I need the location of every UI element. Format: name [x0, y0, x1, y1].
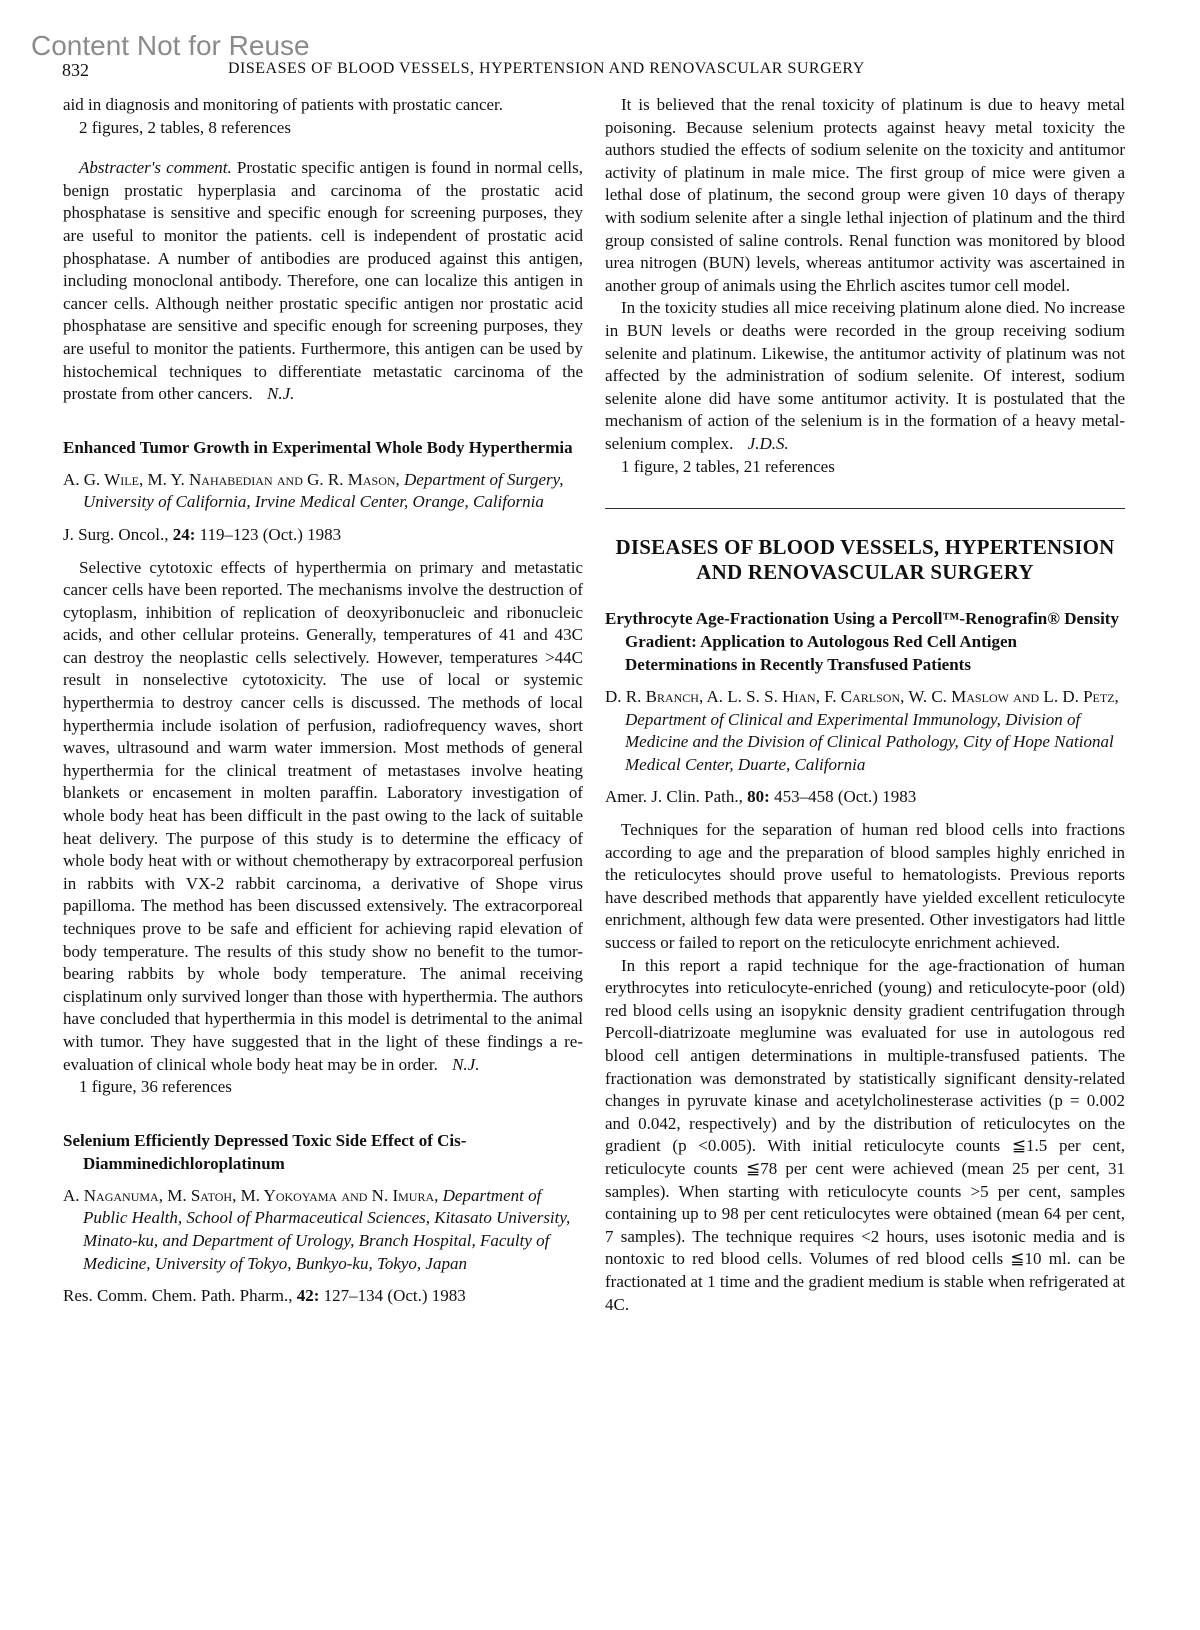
journal-volume: 24:: [172, 524, 196, 544]
article-citation: [605, 786, 1125, 809]
previous-references: 2 figures, 2 tables, 8 references: [79, 117, 291, 137]
comment-initials: N.J.: [267, 384, 295, 404]
author-names: A. Naganuma, M. Satoh, M. Yokoyama and N. Imura,: [63, 1185, 439, 1205]
abstracter-comment: [63, 157, 583, 406]
abstract-initials: N.J.: [452, 1054, 480, 1074]
author-affiliation: Department of Clinical and Experimental Immunology, Division of Medicine and the Division of Clinical Pathology, City of Hope National Medical Center, Duarte, California: [625, 709, 1114, 774]
author-names: A. G. Wile, M. Y. Nahabedian and G. R. Mason,: [63, 469, 400, 489]
article-references: 1 figure, 2 tables, 21 references: [621, 456, 835, 476]
article-references: 1 figure, 36 references: [79, 1077, 232, 1097]
journal-pages: 119–123 (Oct.) 1983: [199, 524, 342, 544]
journal-volume: 42:: [296, 1286, 320, 1306]
article-title: Enhanced Tumor Growth in Experimental Whole Body Hyperthermia: [63, 437, 573, 457]
comment-text: Prostatic specific antigen is found in normal cells, benign prostatic hyperplasia and carcinoma of the prostatic acid phosphatase is sensitive and specific enough for screening purposes, they are useful to monitor the patients. cell is independent of prostatic acid phosphatase. A number of antibodies are produced against this antigen, including monoclonal antibody. Therefore, one can localize this antigen in cancer cells. Although neither prostatic specific antigen nor prostatic acid phosphatase are sensitive and specific enough for screening purposes, they are useful to monitor the patients. Furthermore, this antigen can be used by histochemical techniques to differentiate metastatic carcinoma of the prostate from other cancers.: [63, 158, 584, 404]
abstract-paragraph: In this report a rapid technique for the age-fractionation of human erythrocytes into reticulocyte-enriched (young) and reticulocyte-poor (old) red blood cells using an isopyknic density gradient centrifugation through Percoll-diatrizoate meglumine was evaluated for use in autologous red blood cell antigen determinations in multiple-transfused patients. The fractionation was demonstrated by statistically significant density-related changes in pyruvate kinase and acetylcholinesterase activities (p = 0.002 and 0.042, respectively) and by the distribution of reticulocytes on the gradient (p <0.005). With initial reticulocyte counts ≦1.5 per cent, reticulocyte counts ≦78 per cent were achieved (mean 25 per cent, 31 samples). When starting with reticulocyte counts >5 per cent, samples containing up to 98 per cent reticulocytes were obtained (mean 64 per cent, 7 samples). The technique requires <2 hours, uses isotonic media and is nontoxic to red blood cells. Volumes of red blood cells ≦10 ml. can be fractionated at 1 time and the gradient medium is stable when refrigerated at 4C.: [605, 955, 1125, 1314]
abstract-paragraph: [605, 297, 1125, 455]
watermark: Content Not for Reuse: [31, 30, 310, 61]
journal-pages: 453–458 (Oct.) 1983: [774, 787, 917, 807]
abstract-paragraph: Techniques for the separation of human red blood cells into fractions according to age and the preparation of blood samples highly enriched in the reticulocytes should prove useful to hematologists. Previous reports have described methods that apparently have yielded excellent reticulocyte enrichment, although few data were presented. Other investigators had little success or failed to report on the reticulocyte enrichment achieved.: [605, 820, 1125, 953]
section-title: DISEASES OF BLOOD VESSELS, HYPERTENSION AND RENOVASCULAR SURGERY: [615, 535, 1115, 585]
author-affiliation: Department of Public Health, School of Pharmaceutical Sciences, Kitasato University, Minato-ku, and Department of Urology, Branch Hospital, Faculty of Medicine, University of Tokyo, Bunkyo-ku, Tokyo, Japan: [83, 1185, 571, 1273]
article-citation: [63, 1285, 583, 1308]
article-authors: [63, 1185, 583, 1275]
abstract-text: In the toxicity studies all mice receiving platinum alone died. No increase in BUN levels or deaths were recorded in the group receiving sodium selenite and platinum. Likewise, the antitumor activity of platinum was not affected by the administration of sodium selenite. Of interest, sodium selenite alone did have some antitumor activity. It is postulated that the mechanism of action of the selenium is in the formation of a heavy metal-selenium complex.: [605, 298, 1125, 453]
journal-name: Res. Comm. Chem. Path. Pharm.,: [63, 1286, 293, 1306]
right-column: [605, 94, 1125, 1316]
left-column: [63, 94, 583, 1308]
section-divider: [605, 508, 1125, 509]
journal-pages: 127–134 (Oct.) 1983: [323, 1286, 466, 1306]
article-authors: [605, 686, 1125, 776]
journal-name: Amer. J. Clin. Path.,: [605, 787, 743, 807]
previous-abstract-ending: aid in diagnosis and monitoring of patients with prostatic cancer.: [63, 95, 504, 114]
article-authors: [63, 469, 583, 514]
article-title: Selenium Efficiently Depressed Toxic Side Effect of Cis-Diamminedichloroplatinum: [63, 1130, 467, 1173]
journal-volume: 80:: [747, 787, 770, 807]
abstract-initials: J.D.S.: [747, 433, 789, 453]
article-abstract: [63, 557, 583, 1077]
abstract-text: Selective cytotoxic effects of hyperthermia on primary and metastatic cancer cells have been reported. The mechanisms involve the destruction of cytoplasm, inhibition of replication of deoxyribonucleic and ribonucleic acids, and other cellular proteins. Generally, temperatures of 41 and 43C can destroy the neoplastic cells selectively. However, temperatures >44C result in nonselective cytotoxicity. The use of local or systemic hyperthermia to destroy cancer cells is discussed. The methods of local hyperthermia include isolation of perfusion, radiofrequency waves, short waves, ultrasound and warm water immersion. Most methods of general hyperthermia for the clinical treatment of metastases involve heating blankets or encasement in molten paraffin. Laboratory investigation of whole body heat has been difficult in the past owing to the lack of suitable heat delivery. The purpose of this study is to determine the efficacy of whole body heat with or without chemotherapy by extracorporeal perfusion in rabbits with VX-2 rabbit carcinoma, a derivative of Shope virus papilloma. The method has been discussed extensively. The extracorporeal techniques prove to be safe and efficient for achieving rapid elevation of body temperature. The results of this study show no benefit to the tumor-bearing rabbits by whole body temperature. The animal receiving cisplatinum only survived longer than those with hyperthermia. The authors have concluded that hyperthermia in this model is detrimental to the animal with tumor. They have suggested that in the light of these findings a re-evaluation of clinical whole body heat may be in order.: [63, 557, 583, 1074]
running-head: DISEASES OF BLOOD VESSELS, HYPERTENSION AND RENOVASCULAR SURGERY: [228, 60, 865, 77]
author-names: D. R. Branch, A. L. S. S. Hian, F. Carlson, W. C. Maslow and L. D. Petz,: [605, 687, 1119, 707]
journal-name: J. Surg. Oncol.,: [63, 524, 169, 544]
comment-label: Abstracter's comment.: [79, 158, 232, 178]
abstract-paragraph: It is believed that the renal toxicity of platinum is due to heavy metal poisoning. Because selenium protects against heavy metal toxicity the authors studied the effects of sodium selenite on the toxicity and antitumor activity of platinum in male mice. The first group of mice were given a lethal dose of platinum, the second group were given 10 days of therapy with sodium selenite after a single lethal injection of platinum and the third group consisted of saline controls. Renal function was monitored by blood urea nitrogen (BUN) levels, whereas antitumor activity was ascertained in another group of animals using the Ehrlich ascites tumor cell model.: [605, 95, 1125, 295]
page-number: 832: [62, 60, 89, 80]
article-title: Erythrocyte Age-Fractionation Using a Percoll™-Renografin® Density Gradient: Application to Autologous Red Cell Antigen Determinations in Recently Transfused Patients: [605, 609, 1119, 675]
article-citation: [63, 524, 583, 547]
author-affiliation: Department of Surgery, University of California, Irvine Medical Center, Orange, California: [83, 469, 564, 512]
